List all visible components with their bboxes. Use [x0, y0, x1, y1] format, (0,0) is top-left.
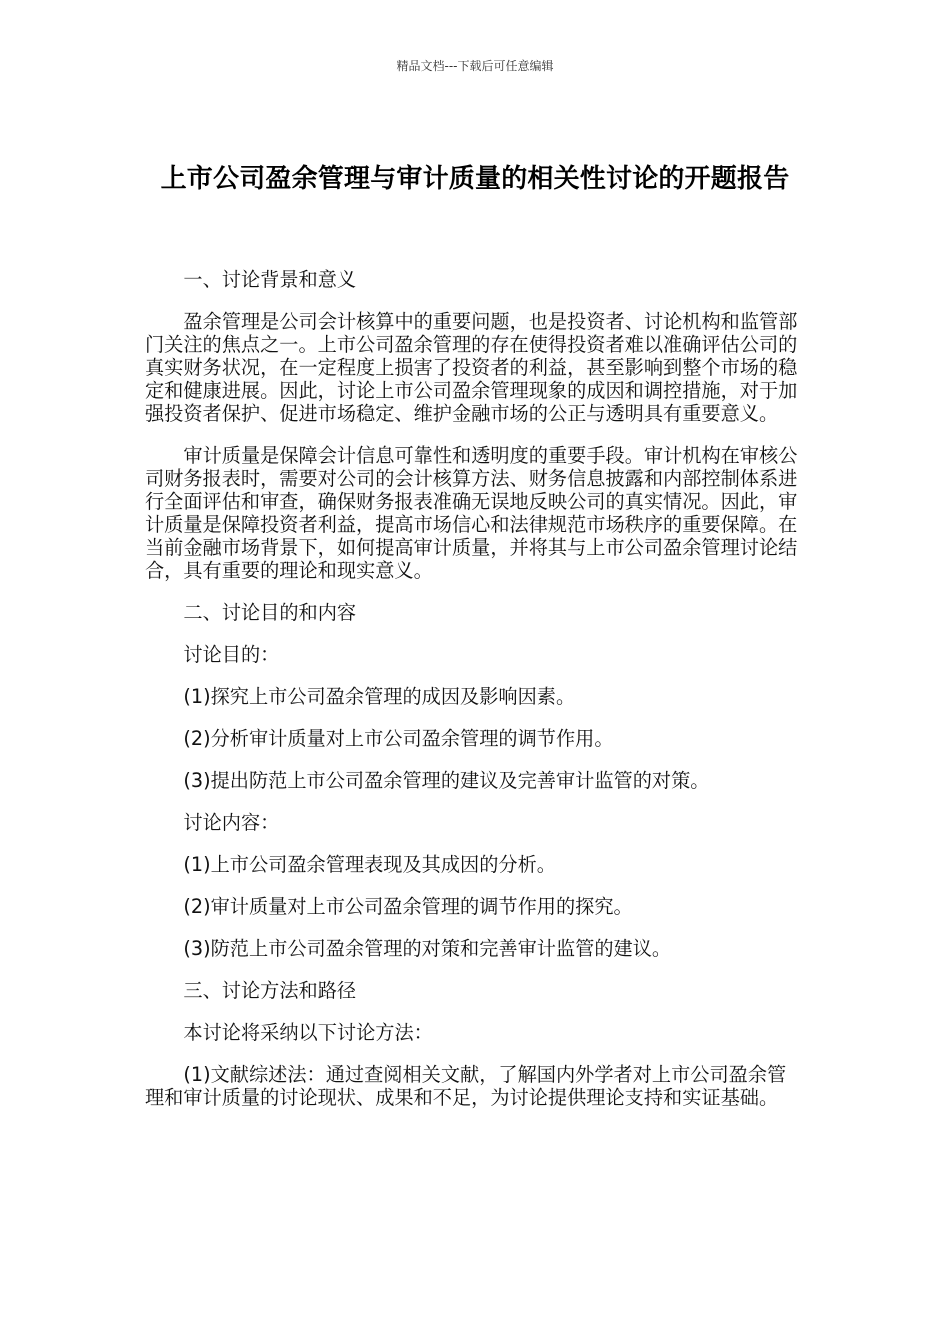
methods-intro: 本讨论将采纳以下讨论方法：	[183, 1021, 433, 1044]
section-heading-background: 一、讨论背景和意义	[183, 268, 357, 291]
purpose-label: 讨论目的：	[183, 643, 280, 666]
document-body	[145, 268, 805, 1109]
section-heading-purpose-content: 二、讨论目的和内容	[183, 601, 357, 624]
section-heading-methods: 三、讨论方法和路径	[183, 979, 357, 1002]
purpose-item-3: (3)提出防范上市公司盈余管理的建议及完善审计监管的对策。	[183, 769, 710, 792]
paragraph-audit-quality-significance: 审计质量是保障会计信息可靠性和透明度的重要手段。审计机构在审核公司财务报表时，需要对公司的会计核算方法、财务信息披露和内部控制体系进行全面评估和审查，确保财务报表准确无误地反映公司的真实情况。因此，审计质量是保障投资者利益，提高市场信心和法律规范市场秩序的重要保障。在当前金融市场背景下，如何提高审计质量，并将其与上市公司盈余管理讨论结合，具有重要的理论和现实意义。	[145, 444, 798, 582]
header-note: 精品文档---下载后可任意编辑	[396, 59, 554, 73]
purpose-item-2: (2)分析审计质量对上市公司盈余管理的调节作用。	[183, 727, 614, 750]
paragraph-earnings-management-significance: 盈余管理是公司会计核算中的重要问题，也是投资者、讨论机构和监管部门关注的焦点之一。上市公司盈余管理的存在使得投资者难以准确评估公司的真实财务状况，在一定程度上损害了投资者的利益，甚至影响到整个市场的稳定和健康进展。因此，讨论上市公司盈余管理现象的成因和调控措施，对于加强投资者保护、促进市场稳定、维护金融市场的公正与透明具有重要意义。	[145, 310, 798, 425]
method-item-1: (1)文献综述法：通过查阅相关文献，了解国内外学者对上市公司盈余管理和审计质量的讨论现状、成果和不足，为讨论提供理论支持和实证基础。	[145, 1063, 787, 1109]
content-label: 讨论内容：	[183, 811, 280, 834]
purpose-item-1: (1)探究上市公司盈余管理的成因及影响因素。	[183, 685, 576, 708]
content-item-2: (2)审计质量对上市公司盈余管理的调节作用的探究。	[183, 895, 633, 918]
content-item-3: (3)防范上市公司盈余管理的对策和完善审计监管的建议。	[183, 937, 672, 960]
content-item-1: (1)上市公司盈余管理表现及其成因的分析。	[183, 853, 556, 876]
document-title: 上市公司盈余管理与审计质量的相关性讨论的开题报告	[160, 164, 790, 195]
